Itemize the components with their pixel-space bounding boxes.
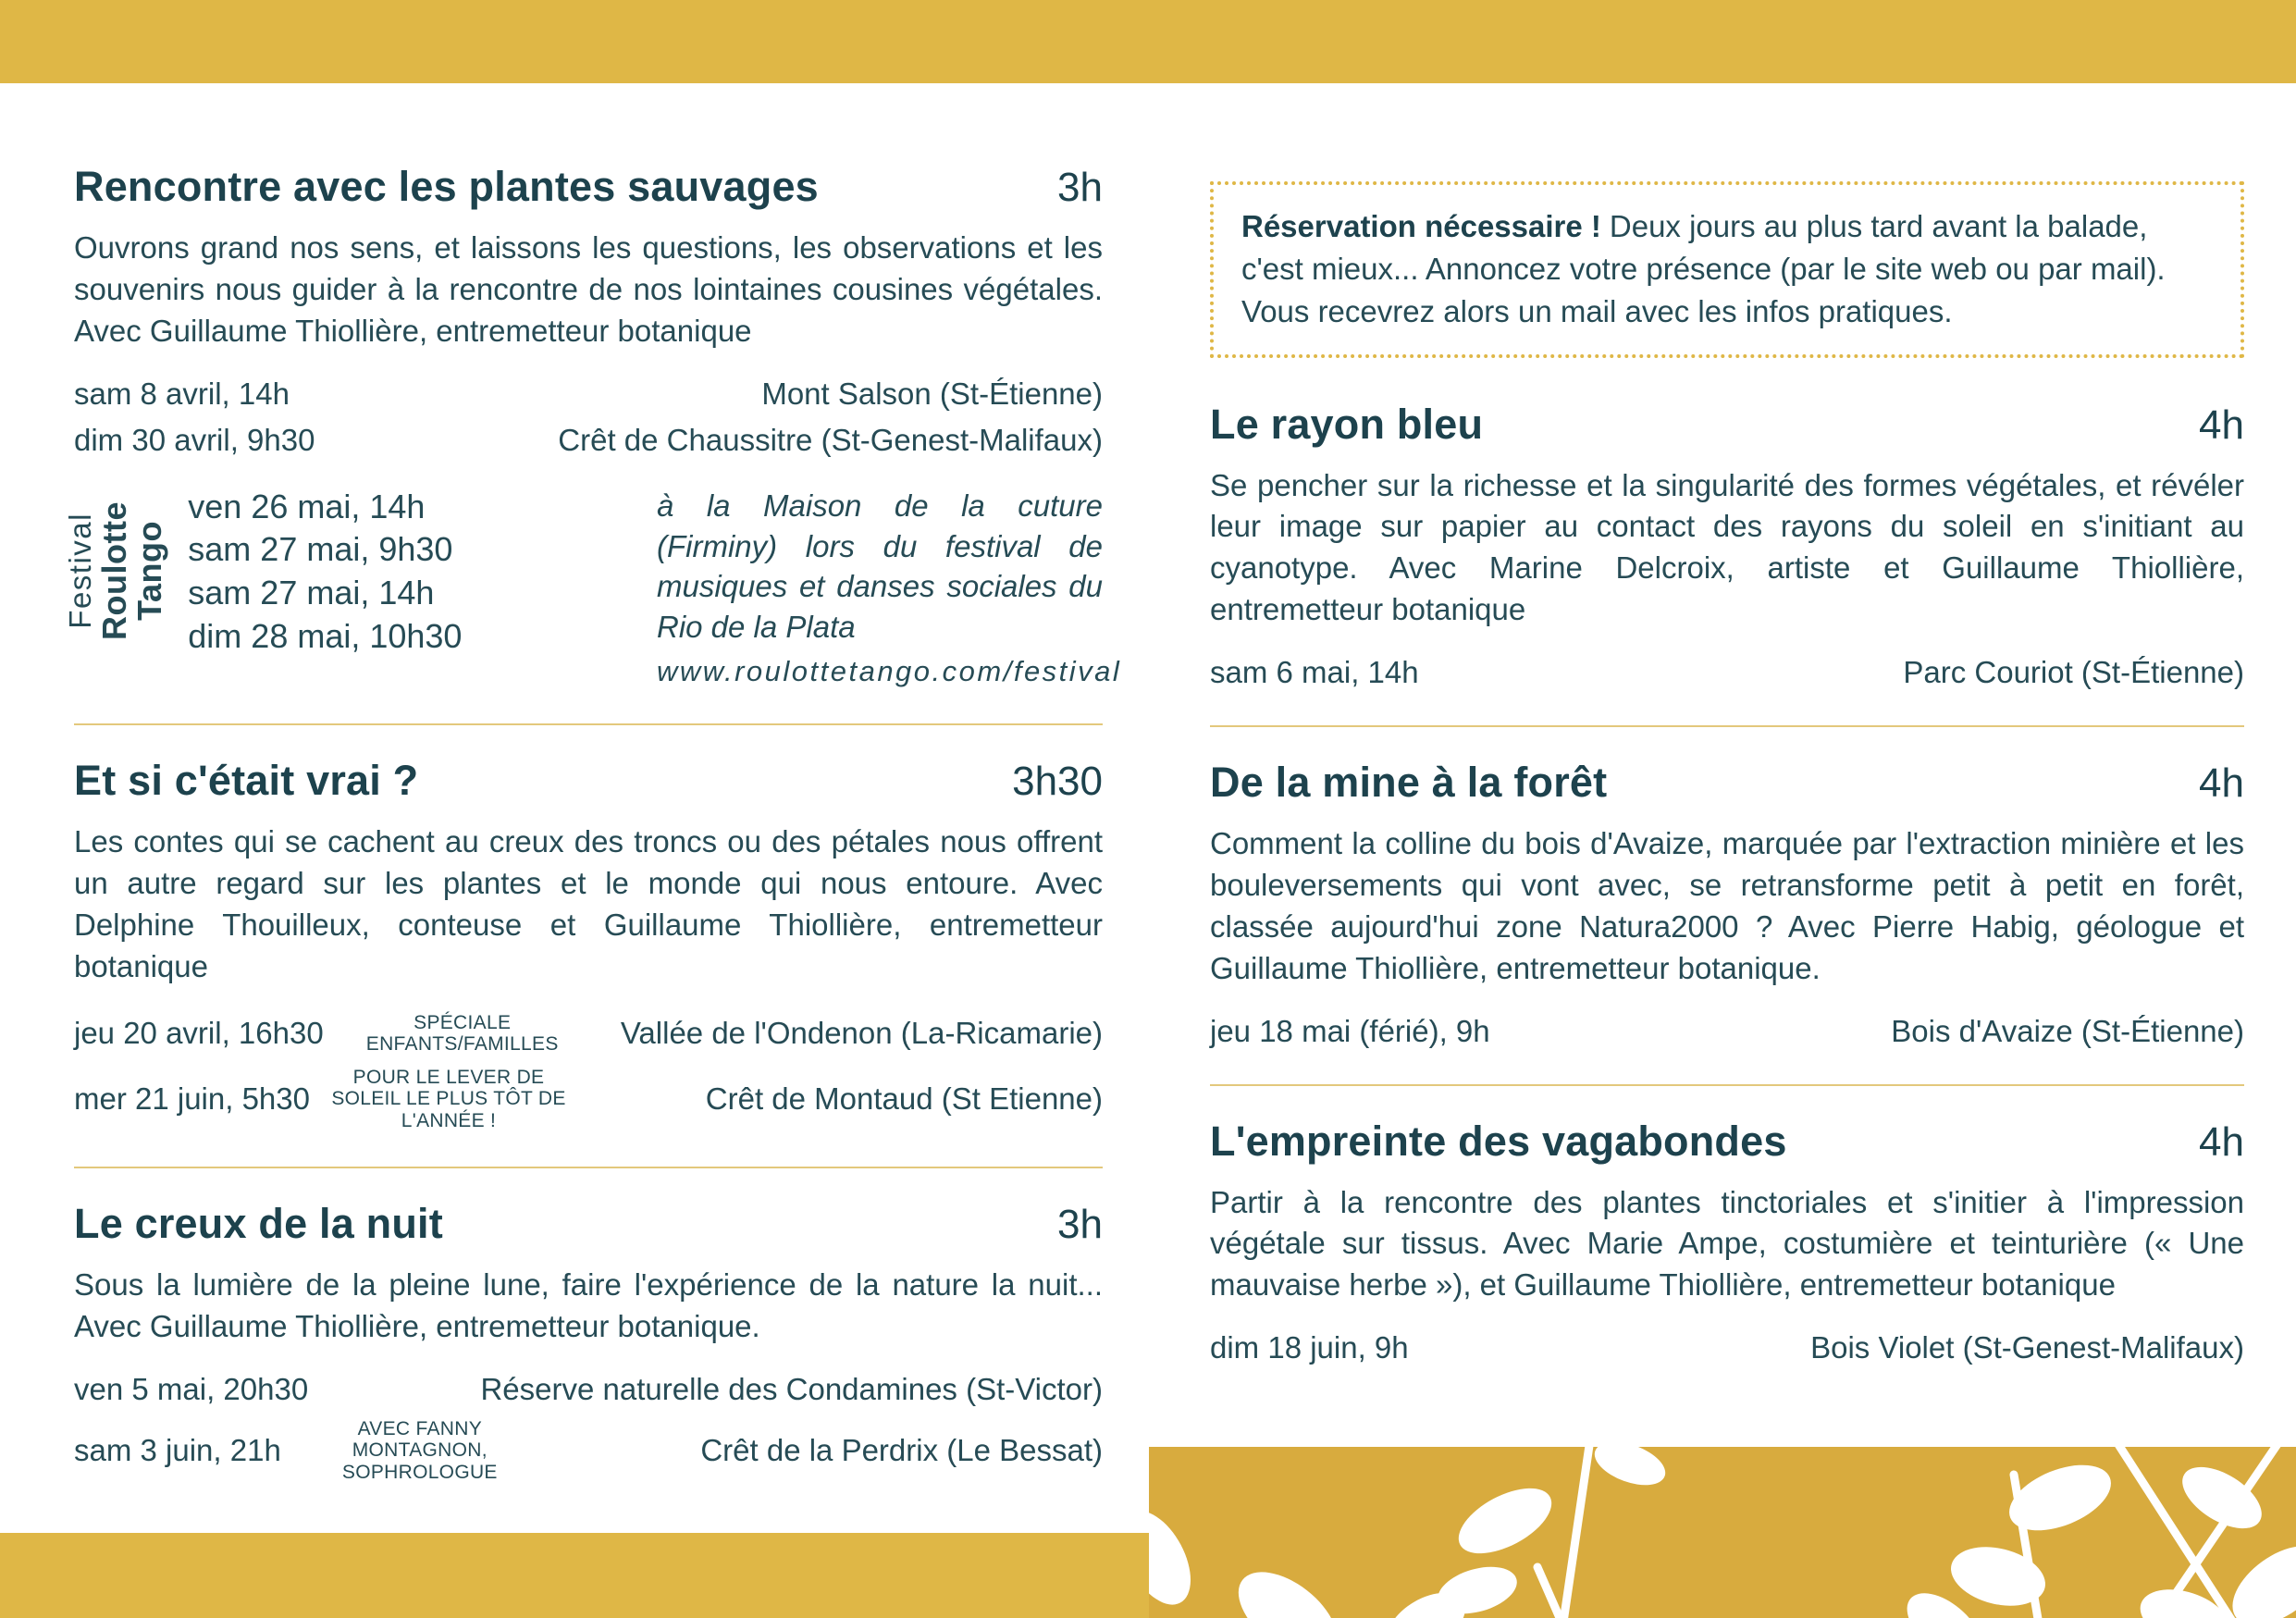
session-date: ven 5 mai, 20h30: [74, 1371, 309, 1406]
event-description: Comment la colline du bois d'Avaize, marquée par l'extraction minière et les bouleversements qui vont avec, se retransforme petit à petit en forêt, classée aujourd'hui zone Natura2000 ? Avec Pierre Habig, géologue et Guillaume Thiollière, entremetteur botanique.: [1210, 826, 2244, 985]
section-divider: [74, 1167, 1103, 1168]
event-rencontre-plantes-sauvages: [63, 163, 1122, 688]
festival-website-url[interactable]: www.roulottetango.com/festival: [657, 655, 1122, 688]
session-list: [1210, 655, 2244, 690]
session-list: [1210, 1014, 2244, 1049]
session-list: [74, 1012, 1103, 1132]
festival-label-word: Festival: [63, 513, 97, 629]
session-location: Vallée de l'Ondenon (La-Ricamarie): [620, 1016, 1103, 1051]
festival-venue-text: à la Maison de la cuture (Firminy) lors du festival de musiques et danses sociales du Rio de la Plata: [657, 488, 1103, 645]
event-duration: 3h: [1057, 165, 1103, 210]
festival-venue: [657, 486, 1122, 689]
event-description: Ouvrons grand nos sens, et laissons les questions, les observations et les souvenirs nous guider à la rencontre de nos lointaines cousines végétales. Avec Guillaume Thiollière, entremetteur botanique: [74, 230, 1103, 348]
session-row: [1210, 1330, 2244, 1365]
session-location: Bois d'Avaize (St-Étienne): [1891, 1013, 2244, 1048]
event-description: Les contes qui se cachent au creux des troncs ou des pétales nous offrent un autre regard sur les plantes et le monde qui nous entoure. Avec Delphine Thouilleux, conteuse et Guillaume Thiollière, entremetteur botanique: [74, 824, 1103, 983]
session-note: POUR LE LEVER DE SOLEIL LE PLUS TÔT DE L'ANNÉE !: [331, 1066, 566, 1131]
session-row: [74, 1418, 1103, 1484]
section-divider: [1210, 1084, 2244, 1086]
left-column: [63, 163, 1122, 1484]
botanical-print-graphic: [1149, 1447, 2296, 1618]
event-header: [1210, 1118, 2244, 1166]
event-duration: 4h: [2199, 1118, 2244, 1165]
reservation-notice-title: Réservation nécessaire !: [1241, 209, 1601, 243]
session-location: Crêt de la Perdrix (Le Bessat): [700, 1433, 1103, 1468]
session-row: [74, 1012, 1103, 1056]
section-divider: [1210, 725, 2244, 727]
event-header: [74, 1200, 1103, 1248]
session-list: [74, 377, 1103, 458]
session-date: dim 30 avril, 9h30: [74, 422, 315, 457]
event-title: L'empreinte des vagabondes: [1210, 1117, 1787, 1165]
event-description: Sous la lumière de la pleine lune, faire l'expérience de la nature la nuit... Avec Guillaume Thiollière, entremetteur botanique.: [74, 1267, 1103, 1344]
event-title: Le creux de la nuit: [74, 1200, 443, 1248]
festival-date: dim 28 mai, 10h30: [188, 617, 463, 656]
session-date: jeu 18 mai (férié), 9h: [1210, 1013, 1490, 1048]
session-date: sam 3 juin, 21h: [74, 1433, 281, 1468]
event-description: Partir à la rencontre des plantes tinctoriales et s'initier à l'impression végétale sur tissus. Avec Marie Ampe, costumière et teinturière (« Une mauvaise herbe »), et Guillaume Thiollière, entremetteur botanique: [1210, 1184, 2244, 1303]
reservation-notice-body: Deux jours au plus tard avant la balade, c'est mieux... Annoncez votre présence (par le site web ou par mail). Vous recevrez alors un mail avec les infos pratiques.: [1241, 209, 2166, 329]
festival-dates: [188, 486, 462, 659]
festival-date: sam 27 mai, 14h: [188, 574, 435, 612]
session-location: Réserve naturelle des Condamines (St-Victor): [480, 1371, 1103, 1406]
session-location: Crêt de Chaussitre (St-Genest-Malifaux): [558, 422, 1103, 457]
event-description: Se pencher sur la richesse et la singularité des formes végétales, et révéler leur image sur papier au contact des rayons du soleil en s'initiant au cyanotype. Avec Marine Delcroix, artiste et Guillaume Thiollière, entremetteur botanique: [1210, 467, 2244, 627]
event-duration: 3h30: [1012, 759, 1103, 805]
event-duration: 4h: [2199, 760, 2244, 807]
top-color-band: [0, 0, 2296, 83]
session-note: AVEC FANNY MONTAGNON, SOPHROLOGUE: [341, 1417, 498, 1483]
event-de-la-mine-a-la-foret: [1210, 759, 2244, 1049]
event-title: Rencontre avec les plantes sauvages: [74, 163, 819, 210]
session-location: Bois Violet (St-Genest-Malifaux): [1810, 1330, 2244, 1365]
session-row: [1210, 655, 2244, 690]
event-empreinte-des-vagabondes: [1210, 1118, 2244, 1366]
festival-date: ven 26 mai, 14h: [188, 487, 426, 525]
session-location: Parc Couriot (St-Étienne): [1903, 655, 2244, 690]
session-date: mer 21 juin, 5h30: [74, 1081, 310, 1116]
session-date: dim 18 juin, 9h: [1210, 1330, 1409, 1365]
section-divider: [74, 723, 1103, 725]
event-le-creux-de-la-nuit: [74, 1200, 1103, 1483]
session-date: jeu 20 avril, 16h30: [74, 1016, 324, 1051]
event-duration: 4h: [2199, 401, 2244, 448]
session-row: [74, 1067, 1103, 1132]
reservation-notice-box: [1210, 181, 2244, 358]
event-le-rayon-bleu: [1210, 401, 2244, 691]
festival-date: sam 27 mai, 9h30: [188, 530, 453, 569]
session-list: [74, 1372, 1103, 1484]
festival-roulotte-tango-block: [63, 486, 1122, 689]
session-date: sam 8 avril, 14h: [74, 376, 290, 411]
session-row: [74, 377, 1103, 412]
session-note: SPÉCIALE ENFANTS/FAMILLES: [365, 1011, 559, 1056]
session-location: Mont Salson (St-Étienne): [761, 376, 1103, 411]
event-header: [1210, 759, 2244, 807]
session-row: [1210, 1014, 2244, 1049]
session-list: [1210, 1330, 2244, 1365]
festival-vertical-label: [65, 486, 167, 657]
event-et-si-cetait-vrai: [74, 757, 1103, 1131]
leaf-silhouettes-illustration: [1149, 1447, 2296, 1618]
right-column: [1210, 181, 2244, 1365]
festival-label-word: Roulotte: [94, 501, 133, 641]
session-row: [74, 423, 1103, 458]
session-row: [74, 1372, 1103, 1407]
event-header: [74, 163, 1103, 211]
session-date: sam 6 mai, 14h: [1210, 655, 1419, 690]
reservation-notice-text: [1241, 205, 2213, 334]
event-duration: 3h: [1057, 1202, 1103, 1248]
event-title: De la mine à la forêt: [1210, 759, 1608, 807]
event-title: Et si c'était vrai ?: [74, 757, 419, 805]
festival-label-word: Tango: [130, 521, 169, 622]
event-header: [1210, 401, 2244, 449]
session-location: Crêt de Montaud (St Etienne): [705, 1081, 1103, 1116]
event-header: [74, 757, 1103, 805]
event-title: Le rayon bleu: [1210, 400, 1484, 448]
